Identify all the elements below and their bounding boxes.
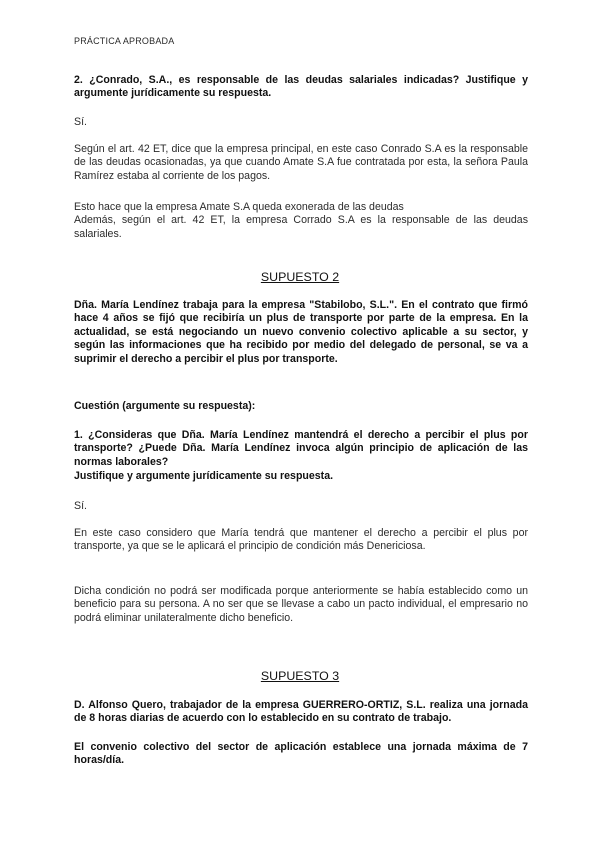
q2-paragraph-1: Según el art. 42 ET, dice que la empresa principal, en este caso Conrado S.A es la responsable de las deudas ocasionadas, ya que cuando Amate S.A fue contratada por esta, la señora Paula Ramírez estaba al corriente de los pagos. [74,143,528,182]
q2-paragraph-2-line-2: Además, según el art. 42 ET, la empresa Corrado S.A es la responsable de las deudas salariales. [74,214,528,240]
supuesto-2-title: SUPUESTO 2 [260,270,340,284]
supuesto-2-answer: Sí. [74,500,87,512]
supuesto-2-paragraph-1: En este caso considero que María tendrá que mantener el derecho a percibir el plus por transporte, ya que se le aplicará el principio de condición más Denericiosa. [74,527,528,553]
supuesto-2-question-tail: Justifique y argumente jurídicamente su respuesta. [74,470,334,482]
supuesto-3-paragraph-1: D. Alfonso Quero, trabajador de la empresa GUERRERO-ORTIZ, S.L. realiza una jornada de 8 horas diarias de acuerdo con lo establecido en su contrato de trabajo. [74,699,528,725]
supuesto-2-question: 1. ¿Consideras que Dña. María Lendínez mantendrá el derecho a percibir el plus por transporte? ¿Puede Dña. María Lendínez invoca algún principio de aplicación de las normas laborales? [74,429,528,468]
supuesto-2-paragraph-2: Dicha condición no podrá ser modificada porque anteriormente se había establecido como un beneficio para su persona. A no ser que se llevase a cabo un pacto individual, el empresario no podrá eliminar unilateralmente dicho beneficio. [74,585,528,624]
supuesto-2-intro: Dña. María Lendínez trabaja para la empresa "Stabilobo, S.L.". En el contrato que firmó hace 4 años se fijó que recibiría un plus de transporte por parte de la empresa. En la actualidad, se está negociando un nuevo convenio colectivo aplicable a su sector, y según las informaciones que ha recibido por medio del delegado de personal, se va a suprimir el derecho a percibir el plus por transporte. [74,299,528,365]
q2-paragraph-2-line-1: Esto hace que la empresa Amate S.A queda exonerada de las deudas [74,201,404,213]
supuesto-3-paragraph-2: El convenio colectivo del sector de aplicación establece una jornada máxima de 7 horas/día. [74,741,528,767]
supuesto-2-cuestion: Cuestión (argumente su respuesta): [74,400,256,412]
q2-question: 2. ¿Conrado, S.A., es responsable de las deudas salariales indicadas? Justifique y argumente jurídicamente su respuesta. [74,74,528,100]
supuesto-3-title: SUPUESTO 3 [260,669,340,683]
q2-paragraph-2 [74,201,528,241]
q2-answer: Sí. [74,116,87,128]
page-header: PRÁCTICA APROBADA [74,36,175,46]
